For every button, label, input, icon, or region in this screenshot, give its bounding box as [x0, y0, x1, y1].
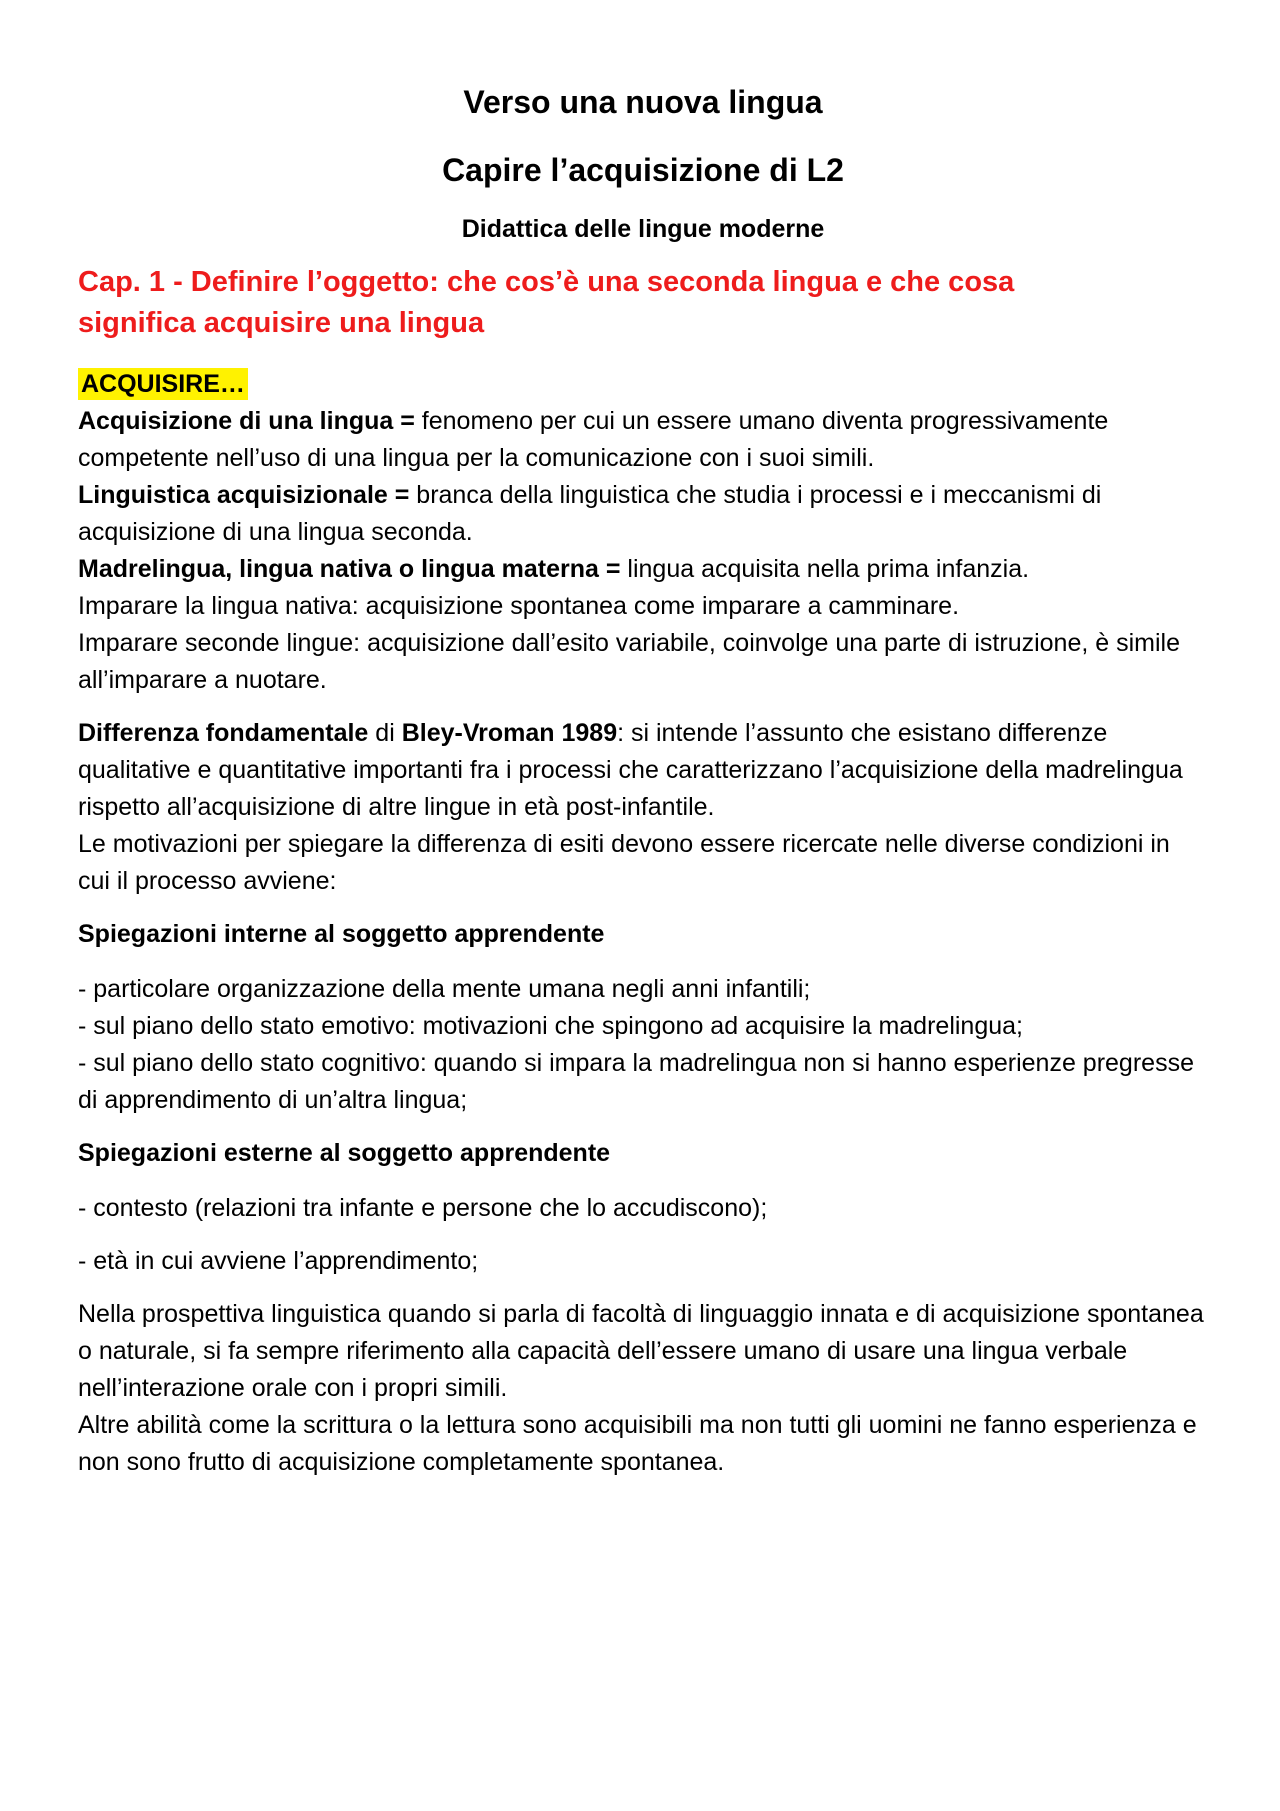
fundamental-difference-paragraph	[78, 715, 1208, 826]
external-explanations-heading: Spiegazioni esterne al soggetto apprendente	[78, 1139, 611, 1167]
term-acquisition: Acquisizione di una lingua =	[78, 407, 415, 435]
fundamental-difference-section	[78, 715, 1208, 900]
document-title: Verso una nuova lingua	[463, 84, 823, 120]
conclusion-section	[78, 1296, 1208, 1481]
document-content	[78, 80, 1208, 1481]
definition-acquisition-linguistics-text: branca della linguistica che studia i processi e i meccanismi di acquisizione di una lingua seconda.	[78, 481, 1102, 546]
term-acquisition-linguistics: Linguistica acquisizionale =	[78, 481, 410, 509]
list-item: - sul piano dello stato emotivo: motivazioni che spingono ad acquisire la madrelingua;	[78, 1012, 1023, 1040]
conclusion-paragraph-2: Altre abilità come la scrittura o la lettura sono acquisibili ma non tutti gli uomini ne fanno esperienza e non sono frutto di acquisizione completamente spontanea.	[78, 1411, 1197, 1476]
definition-acquisition-text: fenomeno per cui un essere umano diventa progressivamente competente nell’uso di una lingua per la comunicazione con i suoi simili.	[78, 407, 1109, 472]
chapter-heading-line2: significa acquisire una lingua	[78, 307, 485, 339]
connector-text: di	[368, 719, 402, 747]
definition-mother-tongue	[78, 551, 1208, 588]
external-explanations-list	[78, 1190, 1208, 1280]
highlighted-label: ACQUISIRE…	[78, 368, 248, 400]
chapter-heading-line1: Cap. 1 - Definire l’oggetto: che cos’è una seconda lingua e che cosa	[78, 266, 1015, 298]
list-item: - età in cui avviene l’apprendimento;	[78, 1247, 479, 1275]
second-language-line: Imparare seconde lingue: acquisizione dall’esito variabile, coinvolge una parte di istruzione, è simile all’imparare a nuotare.	[78, 629, 1181, 694]
fundamental-difference-text: : si intende l’assunto che esistano differenze qualitative e quantitative importanti fra i processi che caratterizzano l’acquisizione della madrelingua rispetto all’acquisizione di altre lingue in età post-infantile.	[78, 719, 1183, 821]
internal-explanations-heading: Spiegazioni interne al soggetto apprendente	[78, 920, 605, 948]
native-language-line: Imparare la lingua nativa: acquisizione spontanea come imparare a camminare.	[78, 592, 960, 620]
definition-mother-tongue-text: lingua acquisita nella prima infanzia.	[620, 555, 1030, 583]
definition-acquisition	[78, 403, 1208, 477]
conclusion-paragraph-1: Nella prospettiva linguistica quando si parla di facoltà di linguaggio innata e di acquisizione spontanea o naturale, si fa sempre riferimento alla capacità dell’essere umano di usare una lingua verbale nell’interazione orale con i propri simili.	[78, 1300, 1204, 1402]
definitions-section	[78, 366, 1208, 699]
list-item: - particolare organizzazione della mente umana negli anni infantili;	[78, 975, 811, 1003]
chapter-heading	[78, 262, 1038, 344]
definition-acquisition-linguistics	[78, 477, 1208, 551]
course-name: Didattica delle lingue moderne	[461, 215, 825, 243]
motivations-paragraph: Le motivazioni per spiegare la differenza di esiti devono essere ricercate nelle diverse condizioni in cui il processo avviene:	[78, 830, 1170, 895]
document-subtitle: Capire l’acquisizione di L2	[442, 152, 844, 188]
list-item: - contesto (relazioni tra infante e persone che lo accudiscono);	[78, 1194, 768, 1222]
list-item: - sul piano dello stato cognitivo: quando si impara la madrelingua non si hanno esperienze pregresse di apprendimento di un’altra lingua;	[78, 1049, 1194, 1114]
term-mother-tongue: Madrelingua, lingua nativa o lingua materna =	[78, 555, 621, 583]
internal-explanations-list	[78, 971, 1208, 1119]
author-citation: Bley-Vroman 1989	[401, 719, 618, 747]
term-fundamental-difference: Differenza fondamentale	[78, 719, 369, 747]
